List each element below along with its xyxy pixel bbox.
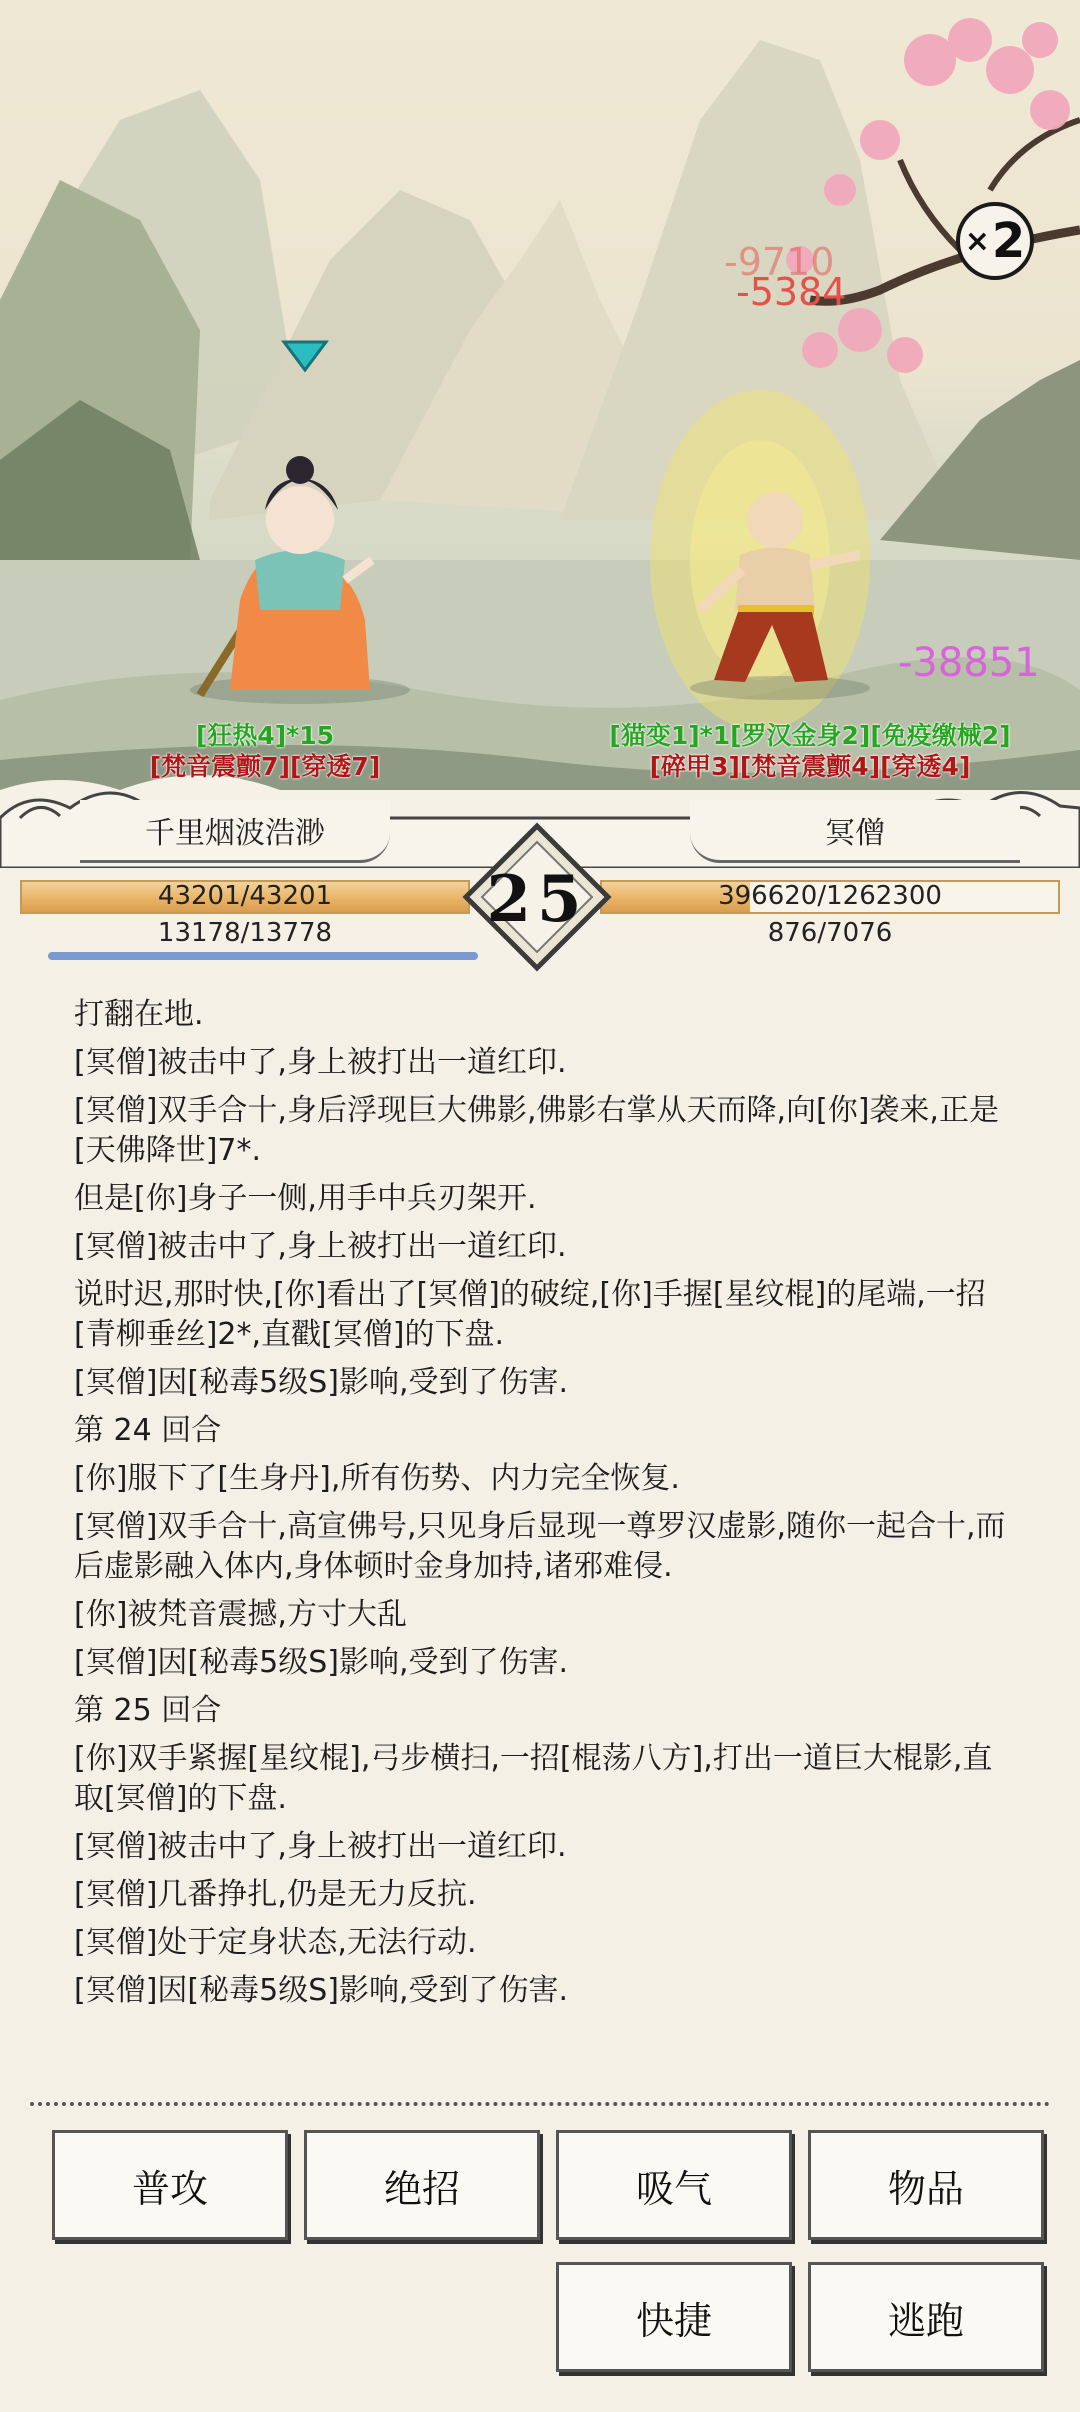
- log-entry: [冥僧]双手合十,高宣佛号,只见身后显现一尊罗汉虚影,随你一起合十,而后虚影融入体内,身体顿时金身加持,诸邪难侵.: [74, 1509, 1006, 1584]
- log-entry: [冥僧]因[秘毒5级S]影响,受到了伤害.: [74, 1365, 569, 1400]
- log-entry: [冥僧]处于定身状态,无法行动.: [74, 1925, 477, 1960]
- log-entry: [冥僧]被击中了,身上被打出一道红印.: [74, 1229, 567, 1264]
- breathe-button[interactable]: 吸气: [556, 2130, 792, 2240]
- log-entry: [冥僧]被击中了,身上被打出一道红印.: [74, 1829, 567, 1864]
- round-number: 25: [486, 862, 588, 937]
- log-entry: 但是[你]身子一侧,用手中兵刃架开.: [74, 1181, 537, 1216]
- enemy-debuffs: [碎甲3][梵音震颤4][穿透4]: [649, 752, 971, 781]
- battle-log[interactable]: [0, 995, 1080, 2095]
- log-entry: 第 24 回合: [74, 1413, 222, 1448]
- log-entry: [冥僧]因[秘毒5级S]影响,受到了伤害.: [74, 1973, 569, 2008]
- ultimate-button[interactable]: 绝招: [304, 2130, 540, 2240]
- log-entry: 打翻在地.: [74, 997, 204, 1032]
- enemy-character: [650, 390, 870, 730]
- log-entry: [冥僧]双手合十,身后浮现巨大佛影,佛影右掌从天而降,向[你]袭来,正是[天佛降世]7*.: [74, 1093, 999, 1168]
- log-entry: 第 25 回合: [74, 1693, 222, 1728]
- enemy-mp-text: 876/7076: [767, 918, 893, 948]
- log-entry: 说时迟,那时快,[你]看出了[冥僧]的破绽,[你]手握[星纹棍]的尾端,一招[青柳垂丝]2*,直戳[冥僧]的下盘.: [74, 1277, 986, 1352]
- damage-popup-3: -38851: [898, 640, 1040, 686]
- enemy-hp-text: 396620/1262300: [718, 881, 942, 911]
- log-entry: [冥僧]几番挣扎,仍是无力反抗.: [74, 1877, 477, 1912]
- log-entry: [你]双手紧握[星纹棍],弓步横扫,一招[棍荡八方],打出一道巨大棍影,直取[冥僧]的下盘.: [74, 1741, 993, 1816]
- attack-button[interactable]: 普攻: [52, 2130, 288, 2240]
- round-counter: [462, 822, 612, 972]
- enemy-name: 冥僧: [690, 800, 1020, 863]
- log-entry: [你]服下了[生身丹],所有伤势、内力完全恢复.: [74, 1461, 680, 1496]
- log-entry: [你]被梵音震撼,方寸大乱: [74, 1597, 407, 1632]
- quick-button[interactable]: 快捷: [556, 2262, 792, 2372]
- speed-value: 2: [991, 213, 1026, 269]
- log-entry: [冥僧]被击中了,身上被打出一道红印.: [74, 1045, 567, 1080]
- log-entry: [冥僧]因[秘毒5级S]影响,受到了伤害.: [74, 1645, 569, 1680]
- player-buffs: [狂热4]*15: [195, 721, 335, 750]
- player-mp-bar: [48, 952, 478, 960]
- player-hp-text: 43201/43201: [157, 881, 333, 911]
- player-debuffs: [梵音震颤7][穿透7]: [149, 752, 381, 781]
- damage-popup-2: -5384: [736, 270, 847, 314]
- enemy-buffs: [猫变1]*1[罗汉金身2][免疫缴械2]: [609, 721, 1011, 750]
- flee-button[interactable]: 逃跑: [808, 2262, 1044, 2372]
- player-mp-text: 13178/13778: [157, 918, 333, 948]
- dotted-divider: [30, 2102, 1050, 2106]
- player-status-effects: [130, 720, 400, 782]
- battle-log-list: [74, 995, 1014, 2019]
- items-button[interactable]: 物品: [808, 2130, 1044, 2240]
- damage-popup-1: -9710: [724, 240, 835, 284]
- battle-scene: [0, 0, 1080, 800]
- speed-multiplier-icon: ×: [964, 223, 990, 259]
- enemy-status-effects: [590, 720, 1030, 782]
- player-name: 千里烟波浩渺: [80, 800, 390, 863]
- battle-speed-toggle[interactable]: [956, 202, 1034, 280]
